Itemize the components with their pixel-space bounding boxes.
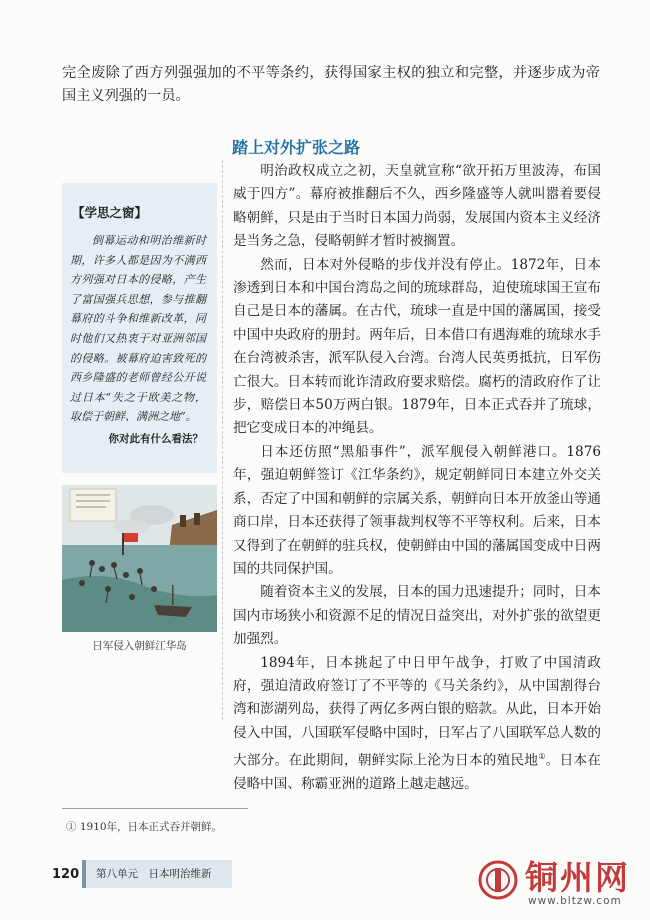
section-heading: 踏上对外扩张之路 <box>232 138 361 157</box>
intro-text: 完全废除了西方列强强加的不平等条约，获得国家主权的独立和完整，并逐步成为帝国主义列强的一员。 <box>62 65 600 104</box>
study-window-text: 倒幕运动和明治维新时期，许多人都是因为不满西方列强对日本的侵略，产生了富国强兵思想，参与推翻幕府的斗争和维新改革，同时他们又热衷于对亚洲邻国的侵略。被幕府迫害致死的西乡隆盛的老师曾经公开说过日本“失之于欧美之物，取偿于朝鲜、满洲之地”。 <box>70 234 206 424</box>
paragraph-2: 然而，日本对外侵略的步伐并没有停止。1872年，日本渗透到日本和中国台湾岛之间的琉球群岛，迫使琉球国王宣布自己是日本的藩属。在古代，琉球一直是中国的藩属国，接受中国中央政府的册封。两年后，日本借口有遇海难的琉球水手在台湾被杀害，派军队侵入台湾。台湾人民英勇抵抗，日军伤亡很大。日本转而讹诈清政府要求赔偿。腐朽的清政府作了让步，赔偿日本50万两白银。1879年，日本正式吞并了琉球，把它变成日本的冲绳县。 <box>233 256 601 437</box>
watermark-url: www.bltzw.com <box>528 895 622 907</box>
main-text-column <box>222 160 602 793</box>
unit-label: 第八单元 日本明治维新 <box>82 860 232 888</box>
paragraph-4: 随着资本主义的发展，日本的国力迅速提升；同时，日本国内市场狭小和资源不足的情况日益突出，对外扩张的欲望更加强烈。 <box>233 584 601 648</box>
watermark-logo-icon <box>478 860 518 900</box>
paragraph-5 <box>233 652 601 797</box>
paragraph-3: 日本还仿照“黑船事件”，派军舰侵入朝鲜港口。1876年，强迫朝鲜签订《江华条约》，规定朝鲜同日本建立外交关系，否定了中国和朝鲜的宗属关系，朝鲜向日本开放釜山等通商口岸，日本还获得了领事裁判权等不平等权利。后来，日本又得到了在朝鲜的驻兵权，使朝鲜由中国的藩属国变成中日两国的共同保护国。 <box>233 443 601 577</box>
illustration-caption: 日军侵入朝鲜江华岛 <box>92 640 187 652</box>
study-window-title: 【学思之窗】 <box>72 205 148 220</box>
footnote-marker: ① <box>538 752 546 762</box>
watermark-text: 铜州网 <box>525 858 630 897</box>
paragraph-1: 明治政权成立之初，天皇就宣称“欲开拓万里波涛，布国威于四方”。幕府被推翻后不久，西乡隆盛等人就叫嚣着要侵略朝鲜，只是由于当时日本国力尚弱，发展国内资本主义经济是当务之急，侵略朝鲜才暂时被搁置。 <box>233 163 601 250</box>
footnote: ① 1910年，日本正式吞并朝鲜。 <box>66 821 223 833</box>
study-window-question: 你对此有什么看法？ <box>108 433 203 445</box>
footnote-divider <box>62 808 248 809</box>
page-number: 120 <box>52 867 80 882</box>
paragraph-5-text-a: 1894年，日本挑起了中日甲午战争，打败了中国清政府，强迫清政府签订了不平等的《马关条约》，从中国割得台湾和澎湖列岛，获得了两亿多两白银的赔款。从此，日本开始侵入中国，八国联军侵略中国时，日军占了八国联军总人数的大部分。在此期间，朝鲜实际上沦为日本的殖民地 <box>233 654 601 769</box>
paragraph-5-text-b: 。日本在侵略中国、称霸亚洲的道路上越走越远。 <box>233 752 602 793</box>
study-window-box <box>62 183 217 473</box>
ganghwa-island-illustration <box>62 485 217 632</box>
